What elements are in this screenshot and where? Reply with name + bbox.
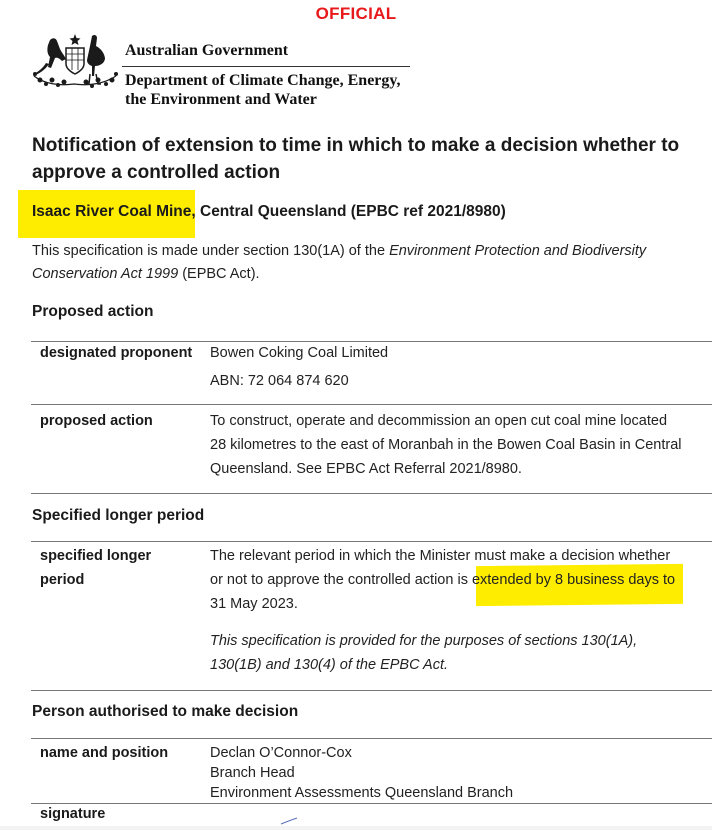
intro-line-2 [32,263,697,286]
proposed-action-label: proposed action [40,413,153,429]
longer-period-line-2 [210,568,675,592]
section-rule [31,493,712,494]
row-rule [31,803,712,804]
department-name-line-1: Department of Climate Change, Energy, [125,72,401,89]
intro-text: This specification is made under section 130(1A) of the [32,243,390,259]
proponent-abn: ABN: 72 064 874 620 [210,373,349,389]
act-abbreviation: (EPBC Act). [178,266,260,282]
proposed-action-line-2: 28 kilometres to the east of Moranbah in the Bowen Coal Basin in Central [210,437,682,453]
department-name-line-2: the Environment and Water [125,91,317,108]
designated-proponent-value [210,341,388,393]
proposed-action-line-1: To construct, operate and decommission an open cut coal mine located [210,413,668,429]
act-name-line-2: Conservation Act 1999 [32,266,179,282]
longer-period-label-line-1: specified longer [40,548,152,564]
project-location: Central Queensland (EPBC ref 2021/8980) [195,203,506,220]
classification-marking: OFFICIAL [315,4,397,23]
section-rule [31,738,712,739]
intro-paragraph [32,240,697,286]
signature-stroke-icon [280,817,298,825]
purpose-note [210,629,675,677]
longer-period-line-1: The relevant period in which the Minister must make a decision whether [210,548,671,564]
intro-line-1 [32,240,697,263]
longer-period-line-2-end: to [658,572,676,588]
longer-period-label-line-2: period [40,572,85,588]
longer-period-heading: Specified longer period [32,507,205,524]
proposed-action-heading: Proposed action [32,303,154,320]
act-name-line-1: Environment Protection and Biodiversity [389,243,647,259]
authorised-person-heading: Person authorised to make decision [32,703,299,720]
proponent-name: Bowen Coking Coal Limited [210,345,389,361]
signature-label: signature [40,806,106,822]
longer-period-line-2-start: or not to approve the controlled action [210,572,458,588]
proposed-action-line-3: Queensland. See EPBC Act Referral 2021/8980. [210,461,522,477]
header-divider [122,66,410,67]
coat-of-arms-icon [30,30,120,92]
designated-proponent-label: designated proponent [40,345,193,361]
project-name: Isaac River Coal Mine, [32,203,196,220]
extension-duration: is extended by 8 business days [457,572,659,588]
document-title [32,132,702,186]
purpose-note-line-1: This specification is provided for the purposes of sections 130(1A), [210,633,638,649]
name-and-position-label: name and position [40,745,169,761]
name-and-position-value [210,743,513,803]
specified-longer-period-label [40,544,151,592]
purpose-note-line-2: 130(1B) and 130(4) of the EPBC Act. [210,657,449,673]
authorised-person-branch: Environment Assessments Queensland Branch [210,785,514,801]
proposed-action-value [210,409,682,481]
row-rule [31,404,712,405]
government-name: Australian Government [125,42,289,59]
project-subject-line [32,203,506,221]
document-title-line-2: approve a controlled action [32,162,281,183]
department-name [125,71,401,109]
section-rule [31,541,712,542]
authorised-person-position: Branch Head [210,765,295,781]
page-bottom-edge [0,826,712,830]
specified-longer-period-value [210,544,675,677]
decision-date: 31 May 2023. [210,596,298,612]
authorised-person-name: Declan O’Connor-Cox [210,745,352,761]
section-rule [31,690,712,691]
document-title-line-1: Notification of extension to time in which to make a decision whether to [32,135,680,156]
